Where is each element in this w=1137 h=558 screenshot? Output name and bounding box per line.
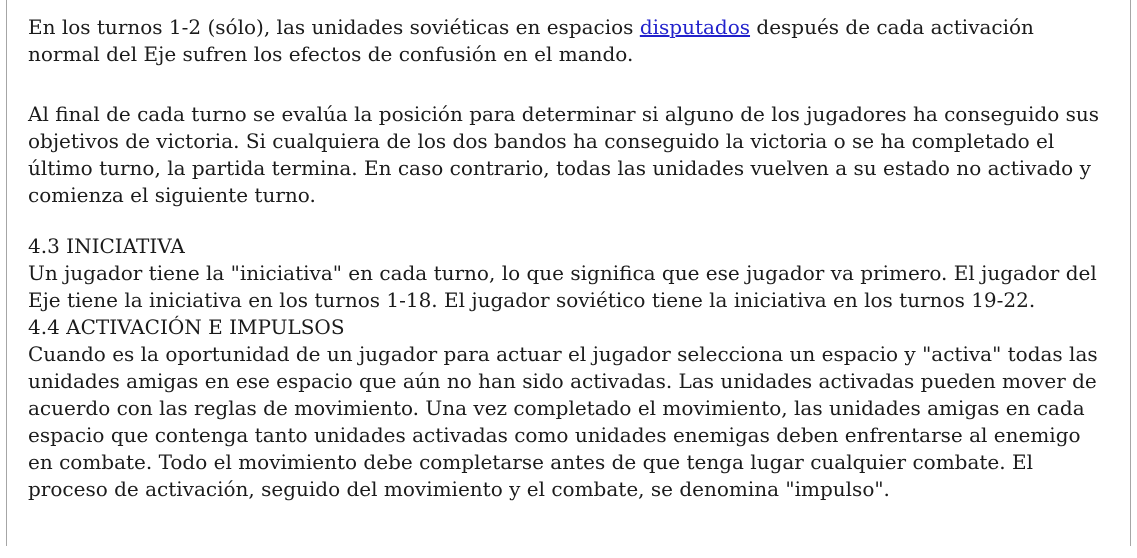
paragraph-end-of-turn: Al final de cada turno se evalúa la posición para determinar si alguno de los jugadores ha conseguido sus objetivos de victoria. Si cualquiera de los dos bandos ha conseguido la victoria o se ha completado el último turno, la partida termina. En caso contrario, todas las unidades vuelven a su estado no activado y comienza el siguiente turno. [28, 102, 1100, 207]
paragraph-text-before-link: En los turnos 1-2 (sólo), las unidades soviéticas en espacios [28, 15, 640, 39]
page-right-edge [1130, 0, 1131, 546]
disputados-link[interactable]: disputados [639, 15, 751, 39]
section-4-3 [28, 233, 1108, 314]
section-4-3-heading: 4.3 INICIATIVA [28, 234, 185, 258]
paragraph-command-confusion [28, 14, 1108, 68]
section-4-4-heading: 4.4 ACTIVACIÓN E IMPULSOS [28, 315, 345, 339]
section-4-4-body: Cuando es la oportunidad de un jugador para actuar el jugador selecciona un espacio y "activa" todas las unidades amigas en ese espacio que aún no han sido activadas. Las unidades activadas pueden mover de acuerdo con las reglas de movimiento. Una vez completado el movimiento, las unidades amigas en cada espacio que contenga tanto unidades activadas como unidades enemigas deben enfrentarse al enemigo en combate. Todo el movimiento debe completarse antes de que tenga lugar cualquier combate. El proceso de activación, seguido del movimiento y el combate, se denomina "impulso". [28, 342, 1098, 501]
paragraph-text-after-link: después de cada activación normal del Eje sufren los efectos de confusión en el mando. [28, 15, 1034, 66]
section-4-3-body: Un jugador tiene la "iniciativa" en cada turno, lo que significa que ese jugador va primero. El jugador del Eje tiene la iniciativa en los turnos 1-18. El jugador soviético tiene la iniciativa en los turnos 19-22. [28, 261, 1097, 312]
page-left-edge [6, 0, 7, 546]
section-4-4 [28, 314, 1108, 503]
document-content [28, 14, 1108, 503]
